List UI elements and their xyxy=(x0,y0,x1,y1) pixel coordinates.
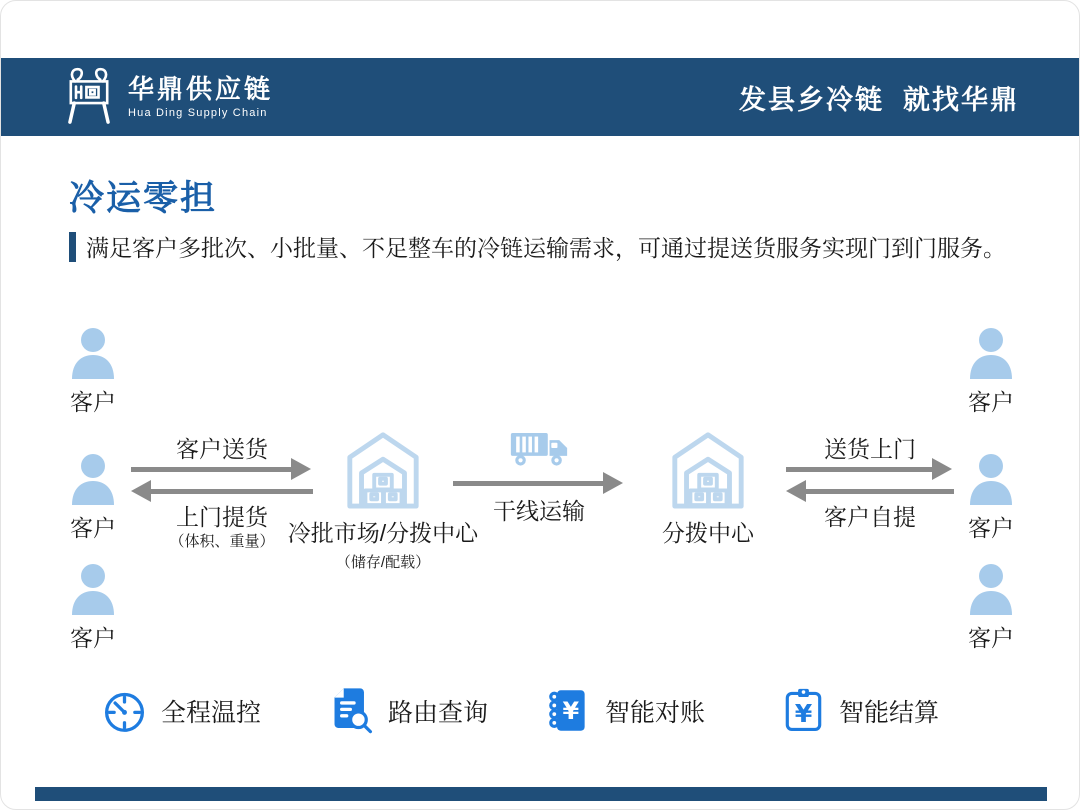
trunk-transport xyxy=(453,429,625,526)
hub-label: 冷批市场/分拨中心 xyxy=(287,520,479,546)
accent-bar xyxy=(69,232,76,262)
arrow-note-volume-weight: （体积、重量） xyxy=(169,533,275,550)
warehouse-icon xyxy=(667,426,749,512)
huading-ding-logo-icon xyxy=(63,66,115,128)
customer-label: 客户 xyxy=(968,515,1014,541)
arrow-label-trunk: 干线运输 xyxy=(493,498,585,524)
feature-temperature-control xyxy=(101,687,261,734)
warehouse-icon xyxy=(342,426,424,512)
feature-smart-settlement xyxy=(781,687,939,734)
customer-left-1 xyxy=(63,327,123,417)
truck-icon xyxy=(510,429,568,467)
person-icon xyxy=(69,563,117,615)
customer-left-2 xyxy=(63,453,123,543)
arrow-label-customer-delivers: 客户送货 xyxy=(176,436,268,462)
svg-text:¥: ¥ xyxy=(562,696,580,725)
feature-label: 智能结算 xyxy=(839,698,940,727)
feature-label: 路由查询 xyxy=(388,698,489,727)
customer-label: 客户 xyxy=(70,625,116,651)
person-icon xyxy=(967,563,1015,615)
arrow-label-door-pickup: 上门提货 xyxy=(176,504,268,530)
customer-label: 客户 xyxy=(70,515,116,541)
settlement-yen-icon xyxy=(781,687,826,734)
ledger-yen-icon xyxy=(546,687,592,734)
customer-label: 客户 xyxy=(968,625,1014,651)
bottom-accent-bar xyxy=(35,787,1047,801)
route-search-icon xyxy=(329,687,375,734)
gauge-icon xyxy=(101,687,148,734)
customer-label: 客户 xyxy=(968,389,1014,415)
svg-text:¥: ¥ xyxy=(794,699,813,729)
customer-right-3 xyxy=(961,563,1021,653)
header-slogan: 发县乡冷链 就找华鼎 xyxy=(738,84,1019,115)
customer-right-1 xyxy=(961,327,1021,417)
logo-text xyxy=(128,75,273,119)
delivery-selfpickup-arrows xyxy=(784,431,956,531)
hub-note: （储存/配载） xyxy=(335,554,431,571)
hub-distribution-center xyxy=(608,426,808,548)
subtitle-text: 满足客户多批次、小批量、不足整车的冷链运输需求，可通过提送货服务实现门到门服务。 xyxy=(86,235,1006,261)
arrow-label-self-pickup: 客户自提 xyxy=(824,504,916,530)
person-icon xyxy=(69,327,117,379)
logo xyxy=(63,66,273,128)
logo-name-cn: 华鼎供应链 xyxy=(128,74,274,105)
arrow-right-icon xyxy=(131,467,291,472)
customer-right-2 xyxy=(961,453,1021,543)
page-title: 冷运零担 xyxy=(69,179,218,218)
hub-label: 分拨中心 xyxy=(662,520,754,546)
person-icon xyxy=(69,453,117,505)
arrow-left-icon xyxy=(806,489,954,494)
person-icon xyxy=(967,453,1015,505)
arrow-right-icon xyxy=(786,467,932,472)
logo-name-en: Hua Ding Supply Chain xyxy=(128,106,268,119)
subtitle xyxy=(69,232,1006,264)
customer-left-3 xyxy=(63,563,123,653)
feature-label: 全程温控 xyxy=(161,698,262,727)
feature-route-query xyxy=(329,687,488,734)
person-icon xyxy=(967,327,1015,379)
header-bar xyxy=(1,58,1080,136)
arrow-label-home-delivery: 送货上门 xyxy=(824,436,916,462)
feature-label: 智能对账 xyxy=(605,698,706,727)
arrow-right-icon xyxy=(453,481,603,486)
customer-label: 客户 xyxy=(70,389,116,415)
feature-smart-reconciliation xyxy=(546,687,705,734)
